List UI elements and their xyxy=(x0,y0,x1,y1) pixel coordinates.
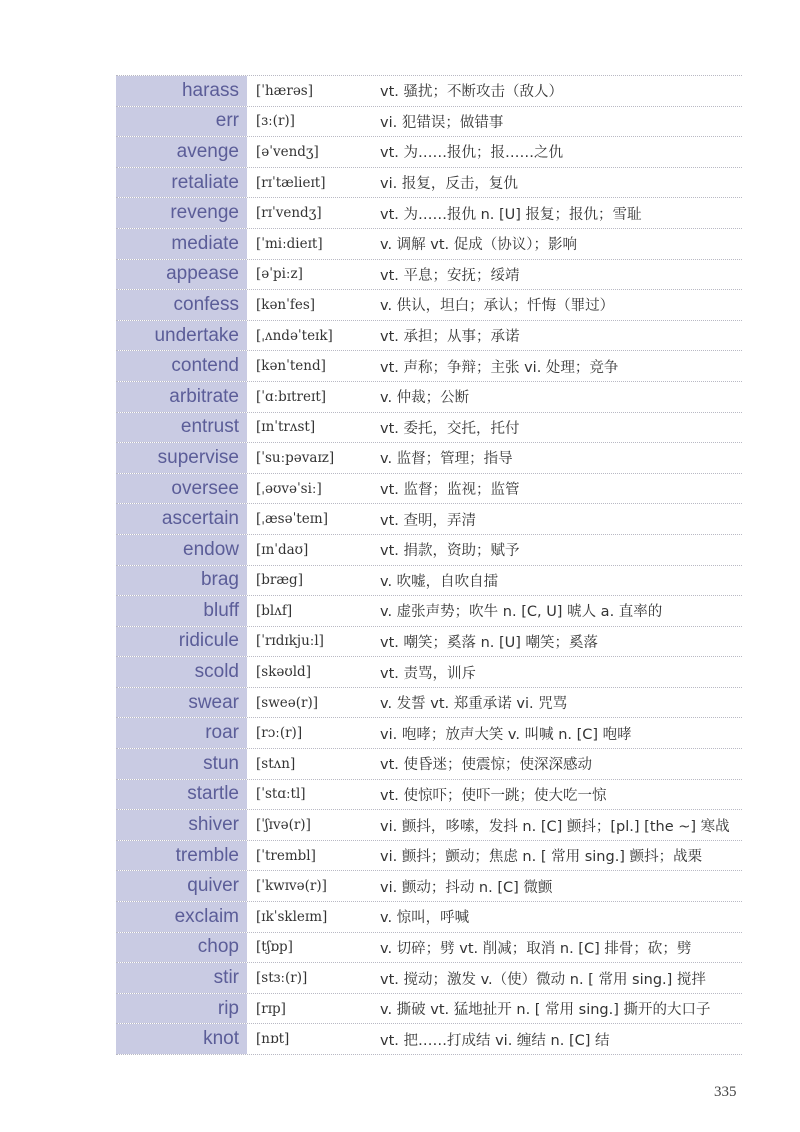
phonetic: [ˈsuːpəvaɪz] xyxy=(256,449,335,466)
definition: vt. 搅动；激发 v.（使）微动 n. [ 常用 sing.] 搅拌 xyxy=(380,971,706,988)
definition: vt. 为……报仇；报……之仇 xyxy=(380,145,563,162)
table-row xyxy=(116,413,742,444)
headword: appease xyxy=(116,260,248,290)
definition: v. 虚张声势；吹牛 n. [C, U] 唬人 a. 直率的 xyxy=(380,604,663,621)
table-row xyxy=(116,75,742,107)
phonetic: [ˌəʊvəˈsiː] xyxy=(256,480,322,497)
headword: bluff xyxy=(116,596,248,626)
table-row xyxy=(116,627,742,658)
table-row xyxy=(116,229,742,260)
table-row xyxy=(116,382,742,413)
definition: vt. 平息；安抚；绥靖 xyxy=(380,267,520,284)
definition: v. 供认，坦白；承认；忏悔（罪过） xyxy=(380,298,615,315)
table-row xyxy=(116,749,742,780)
headword: brag xyxy=(116,566,248,596)
phonetic: [ɪnˈdaʊ] xyxy=(256,541,309,558)
phonetic: [ˈrɪdɪkjuːl] xyxy=(256,633,324,650)
headword: endow xyxy=(116,535,248,565)
definition: vt. 使昏迷；使震惊；使深深感动 xyxy=(380,757,592,774)
definition: vi. 咆哮；放声大笑 v. 叫喊 n. [C] 咆哮 xyxy=(380,726,632,743)
phonetic: [stʌn] xyxy=(256,755,296,772)
table-row xyxy=(116,657,742,688)
headword: stun xyxy=(116,749,248,779)
table-row xyxy=(116,198,742,229)
phonetic: [ɜː(r)] xyxy=(256,113,295,130)
table-row xyxy=(116,107,742,138)
definition: vt. 骚扰；不断攻击（敌人） xyxy=(380,84,563,101)
definition: vt. 使惊吓；使吓一跳；使大吃一惊 xyxy=(380,787,607,804)
table-row xyxy=(116,566,742,597)
definition: vt. 把……打成结 vi. 缠结 n. [C] 结 xyxy=(380,1032,610,1049)
table-row xyxy=(116,504,742,535)
headword: ascertain xyxy=(116,504,248,534)
table-row xyxy=(116,168,742,199)
headword: arbitrate xyxy=(116,382,248,412)
table-row xyxy=(116,688,742,719)
headword: confess xyxy=(116,290,248,320)
table-row xyxy=(116,321,742,352)
phonetic: [sweə(r)] xyxy=(256,694,318,711)
definition: v. 监督；管理；指导 xyxy=(380,451,513,468)
table-row xyxy=(116,780,742,811)
headword: ridicule xyxy=(116,627,248,657)
headword: knot xyxy=(116,1024,248,1054)
table-row xyxy=(116,871,742,902)
table-row xyxy=(116,137,742,168)
definition: v. 切碎；劈 vt. 削减；取消 n. [C] 排骨；砍；劈 xyxy=(380,940,692,957)
definition: vt. 监督；监视；监管 xyxy=(380,482,520,499)
phonetic: [rɪp] xyxy=(256,1000,286,1017)
table-row xyxy=(116,260,742,291)
table-row xyxy=(116,902,742,933)
headword: supervise xyxy=(116,443,248,473)
headword: swear xyxy=(116,688,248,718)
headword: avenge xyxy=(116,137,248,167)
page-number: 335 xyxy=(714,1084,737,1100)
table-row xyxy=(116,474,742,505)
phonetic: [ˌʌndəˈteɪk] xyxy=(256,327,333,344)
phonetic: [ɪkˈskleɪm] xyxy=(256,908,328,925)
table-row xyxy=(116,443,742,474)
phonetic: [kənˈtend] xyxy=(256,358,326,375)
headword: exclaim xyxy=(116,902,248,932)
definition: vt. 为……报仇 n. [U] 报复；报仇；雪耻 xyxy=(380,206,642,223)
phonetic: [ˈstɑːtl] xyxy=(256,786,306,803)
headword: undertake xyxy=(116,321,248,351)
definition: v. 调解 vt. 促成（协议）；影响 xyxy=(380,237,578,254)
headword: rip xyxy=(116,994,248,1024)
phonetic: [skəʊld] xyxy=(256,664,311,681)
headword: tremble xyxy=(116,841,248,871)
headword: contend xyxy=(116,351,248,381)
definition: vi. 颤动；抖动 n. [C] 微颤 xyxy=(380,879,553,896)
vocabulary-table xyxy=(116,75,742,1055)
phonetic: [stɜː(r)] xyxy=(256,970,308,987)
phonetic: [blʌf] xyxy=(256,602,293,619)
headword: retaliate xyxy=(116,168,248,198)
table-row xyxy=(116,290,742,321)
definition: vt. 责骂，训斥 xyxy=(380,665,476,682)
table-row xyxy=(116,994,742,1025)
headword: oversee xyxy=(116,474,248,504)
phonetic: [ɪnˈtrʌst] xyxy=(256,419,316,436)
definition: v. 吹嘘，自吹自擂 xyxy=(380,573,499,590)
headword: chop xyxy=(116,933,248,963)
definition: v. 仲裁；公断 xyxy=(380,390,470,407)
table-row xyxy=(116,535,742,566)
headword: stir xyxy=(116,963,248,993)
headword: shiver xyxy=(116,810,248,840)
table-row xyxy=(116,596,742,627)
table-row xyxy=(116,933,742,964)
phonetic: [nɒt] xyxy=(256,1031,290,1048)
table-row xyxy=(116,963,742,994)
definition: vi. 犯错误；做错事 xyxy=(380,114,504,131)
phonetic: [əˈvendʒ] xyxy=(256,143,319,160)
definition: vt. 承担；从事；承诺 xyxy=(380,329,520,346)
headword: scold xyxy=(116,657,248,687)
phonetic: [ˈɑːbɪtreɪt] xyxy=(256,388,327,405)
table-row xyxy=(116,841,742,872)
definition: vt. 委托，交托，托付 xyxy=(380,420,520,437)
table-row xyxy=(116,351,742,382)
headword: entrust xyxy=(116,413,248,443)
phonetic: [ˈmiːdieɪt] xyxy=(256,235,323,252)
definition: v. 撕破 vt. 猛地扯开 n. [ 常用 sing.] 撕开的大口子 xyxy=(380,1002,711,1019)
phonetic: [əˈpiːz] xyxy=(256,266,303,283)
phonetic: [rɔː(r)] xyxy=(256,725,303,742)
phonetic: [ˈʃɪvə(r)] xyxy=(256,817,311,834)
phonetic: [ˈkwɪvə(r)] xyxy=(256,878,327,895)
phonetic: [rɪˈtælieɪt] xyxy=(256,174,326,191)
definition: vt. 嘲笑；奚落 n. [U] 嘲笑；奚落 xyxy=(380,634,599,651)
phonetic: [tʃɒp] xyxy=(256,939,293,956)
definition: vi. 颤抖；颤动；焦虑 n. [ 常用 sing.] 颤抖；战栗 xyxy=(380,849,703,866)
definition: vi. 颤抖，哆嗦，发抖 n. [C] 颤抖；[pl.] [the ~] 寒战 xyxy=(380,818,730,835)
headword: harass xyxy=(116,76,248,106)
headword: revenge xyxy=(116,198,248,228)
definition: v. 惊叫，呼喊 xyxy=(380,910,470,927)
phonetic: [ˌæsəˈteɪn] xyxy=(256,511,328,528)
table-row xyxy=(116,1024,742,1055)
headword: quiver xyxy=(116,871,248,901)
headword: err xyxy=(116,107,248,137)
definition: vi. 报复，反击，复仇 xyxy=(380,176,518,193)
headword: mediate xyxy=(116,229,248,259)
definition: vt. 捐款，资助；赋予 xyxy=(380,543,520,560)
headword: startle xyxy=(116,780,248,810)
phonetic: [bræg] xyxy=(256,572,303,589)
table-row xyxy=(116,810,742,841)
phonetic: [kənˈfes] xyxy=(256,296,316,313)
phonetic: [ˈtrembl] xyxy=(256,847,316,864)
phonetic: [rɪˈvendʒ] xyxy=(256,205,322,222)
definition: vt. 查明，弄清 xyxy=(380,512,476,529)
definition: vt. 声称；争辩；主张 vi. 处理；竞争 xyxy=(380,359,619,376)
headword: roar xyxy=(116,718,248,748)
definition: v. 发誓 vt. 郑重承诺 vi. 咒骂 xyxy=(380,696,568,713)
table-row xyxy=(116,718,742,749)
phonetic: [ˈhærəs] xyxy=(256,82,313,99)
